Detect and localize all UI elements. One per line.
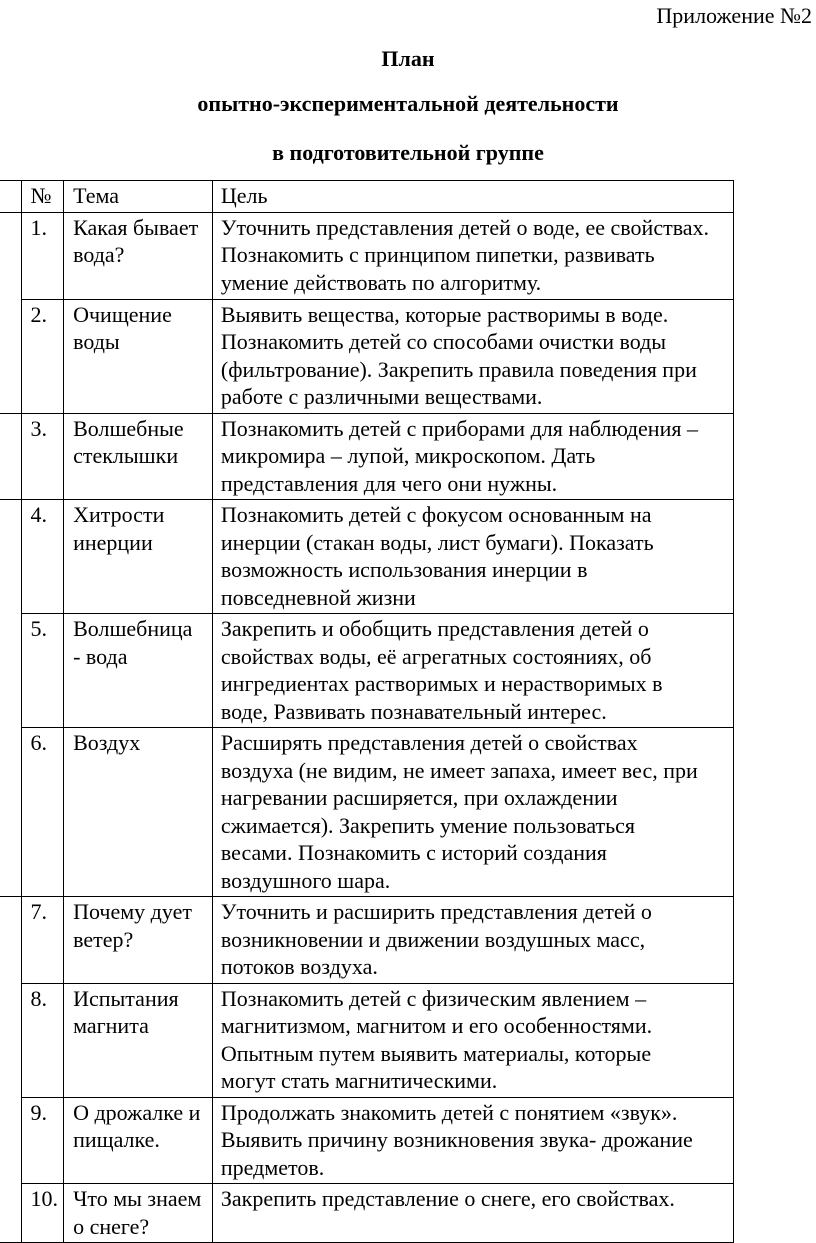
row-number: 8. bbox=[22, 983, 64, 1097]
goal-cell: Познакомить детей с физическим явлением – магнитизмом, магнитом и его особенностями. Опытным путем выявить материалы, которые могут стать магнитическими. bbox=[212, 983, 733, 1097]
topic-cell: Волшебница - вода bbox=[64, 614, 213, 728]
table-row bbox=[0, 614, 734, 728]
row-number: 3. bbox=[22, 413, 64, 500]
table-row bbox=[0, 897, 734, 984]
goal-cell: Уточнить и расширить представления детей о возникновении и движении воздушных масс, потоков воздуха. bbox=[212, 897, 733, 984]
plan-table bbox=[0, 180, 734, 1243]
goal-cell: Закрепить и обобщить представления детей о свойствах воды, её агрегатных состояниях, об ингредиентах растворимых и нерастворимых в воде, Развивать познавательный интерес. bbox=[212, 614, 733, 728]
row-number: 1. bbox=[22, 212, 64, 299]
goal-cell: Познакомить детей с фокусом основанным на инерции (стакан воды, лист бумаги). Показать возможность использования инерции в повседневной жизни bbox=[212, 500, 733, 614]
table-row bbox=[0, 212, 734, 299]
header-goal: Цель bbox=[212, 181, 733, 213]
topic-cell: Волшебные стеклышки bbox=[64, 413, 213, 500]
topic-cell: Какая бывает вода? bbox=[64, 212, 213, 299]
header-month bbox=[0, 181, 22, 213]
topic-cell: Испытания магнита bbox=[64, 983, 213, 1097]
header-topic: Тема bbox=[64, 181, 213, 213]
row-number: 4. bbox=[22, 500, 64, 614]
row-number: 10. bbox=[22, 1184, 64, 1243]
topic-cell: Очищение воды bbox=[64, 299, 213, 413]
row-number: 6. bbox=[22, 728, 64, 897]
table-header-row bbox=[0, 181, 734, 213]
goal-cell: Познакомить детей с приборами для наблюдения – микромира – лупой, микроскопом. Дать представления для чего они нужны. bbox=[212, 413, 733, 500]
table-row bbox=[0, 1097, 734, 1184]
document-subtitle: опытно-экспериментальной деятельности bbox=[197, 91, 619, 116]
table-row bbox=[0, 983, 734, 1097]
table-row bbox=[0, 728, 734, 897]
month-cell-september bbox=[0, 212, 22, 413]
appendix-label: Приложение №2 bbox=[656, 3, 812, 28]
document-title: План bbox=[381, 46, 435, 71]
header-number: № bbox=[22, 181, 64, 213]
month-cell-october bbox=[0, 413, 22, 500]
goal-cell: Выявить вещества, которые растворимы в воде. Познакомить детей со способами очистки воды (фильтрование). Закрепить правила поведения при работе с различными веществами. bbox=[212, 299, 733, 413]
row-number: 7. bbox=[22, 897, 64, 984]
topic-cell: Почему дует ветер? bbox=[64, 897, 213, 984]
row-number: 9. bbox=[22, 1097, 64, 1184]
goal-cell: Продолжать знакомить детей с понятием «звук». Выявить причину возникновения звука- дрожание предметов. bbox=[212, 1097, 733, 1184]
goal-cell: Уточнить представления детей о воде, ее свойствах. Познакомить с принципом пипетки, развивать умение действовать по алгоритму. bbox=[212, 212, 733, 299]
document-subtitle-group: в подготовительной группе bbox=[272, 140, 544, 165]
topic-cell: О дрожалке и пищалке. bbox=[64, 1097, 213, 1184]
topic-cell: Что мы знаем о снеге? bbox=[64, 1184, 213, 1243]
goal-cell: Закрепить представление о снеге, его свойствах. bbox=[212, 1184, 733, 1243]
topic-cell: Хитрости инерции bbox=[64, 500, 213, 614]
table-row bbox=[0, 413, 734, 500]
row-number: 2. bbox=[22, 299, 64, 413]
month-cell-december bbox=[0, 897, 22, 1243]
table-row bbox=[0, 299, 734, 413]
goal-cell: Расширять представления детей о свойствах воздуха (не видим, не имеет запаха, имеет вес, при нагревании расширяется, при охлаждении сжимается). Закрепить умение пользоваться весами. Познакомить с историй создания воздушного шара. bbox=[212, 728, 733, 897]
month-cell-november bbox=[0, 500, 22, 897]
table-row bbox=[0, 500, 734, 614]
topic-cell: Воздух bbox=[64, 728, 213, 897]
row-number: 5. bbox=[22, 614, 64, 728]
